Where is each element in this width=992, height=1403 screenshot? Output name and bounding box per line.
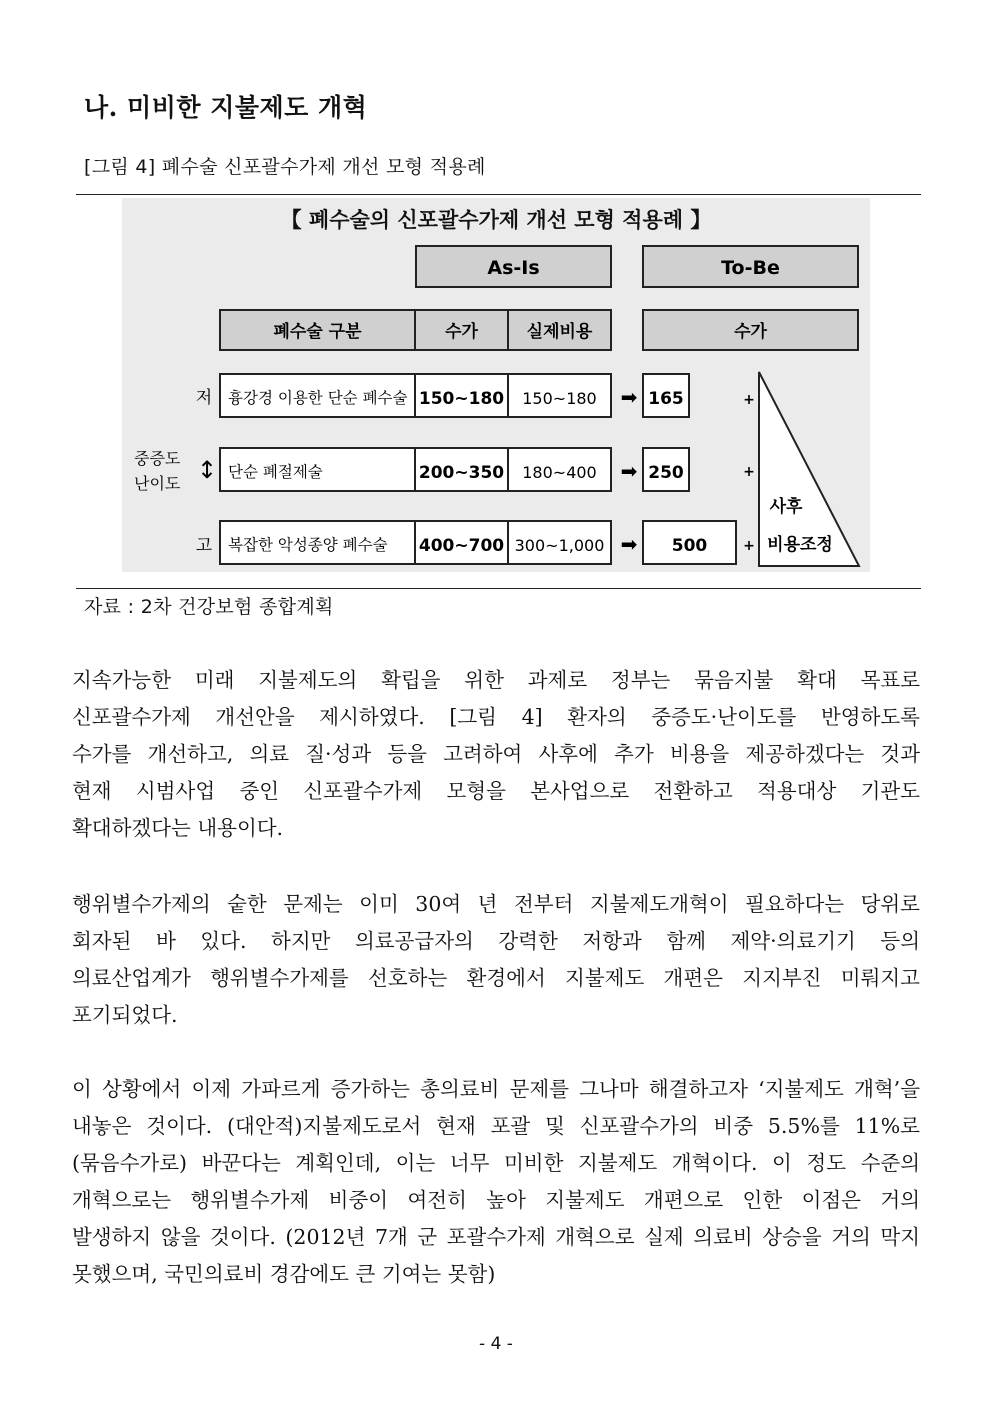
tobe-label: To-Be xyxy=(721,257,780,279)
paragraph-line: 내놓은 것이다. (대안적)지불제도로서 현재 포괄 및 신포괄수가의 비중 5.5%를 11%로 xyxy=(72,1114,920,1138)
paragraph-line: 지속가능한 미래 지불제도의 확립을 위한 과제로 정부는 묶음지불 확대 목표로 xyxy=(72,668,920,692)
paragraph-line: 수가를 개선하고, 의료 질·성과 등을 고려하여 사후에 추가 비용을 제공하겠다는 것과 xyxy=(72,742,920,766)
row-name: 단순 폐절제술 xyxy=(228,463,323,481)
paragraph-line: 신포괄수가제 개선안을 제시하였다. [그림 4] 환자의 중증도·난이도를 반영하도록 xyxy=(72,705,920,729)
table-row xyxy=(196,374,755,417)
paragraph-line: 확대하겠다는 내용이다. xyxy=(72,816,284,840)
paragraph-2 xyxy=(72,886,920,1034)
paragraph-1 xyxy=(72,662,920,847)
section-heading: 나. 미비한 지불제도 개혁 xyxy=(84,93,368,122)
source-note: 자료 : 2차 건강보험 종합계획 xyxy=(84,596,334,618)
severity-label-1: 중증도 xyxy=(134,449,181,468)
right-arrow-icon: ➡ xyxy=(620,532,638,556)
paragraph-line: 포기되었다. xyxy=(72,1003,178,1027)
severity-label-2: 난이도 xyxy=(134,474,181,493)
table-row xyxy=(220,448,755,491)
paragraph-line: 현재 시범사업 중인 신포괄수가제 모형을 본사업으로 전환하고 적용대상 기관도 xyxy=(72,779,920,803)
level-label: 고 xyxy=(195,536,213,556)
plus-sign: + xyxy=(743,464,755,480)
paragraph-line: 개혁으로는 행위별수가제 비중이 여전히 높아 지불제도 개편으로 인한 이점은 거의 xyxy=(72,1188,920,1212)
col-tobe-fee: 수가 xyxy=(734,322,767,342)
row-fee: 200~350 xyxy=(418,463,505,483)
right-arrow-icon: ➡ xyxy=(620,385,638,409)
plus-sign: + xyxy=(743,538,755,554)
row-fee: 400~700 xyxy=(418,536,505,556)
paragraph-line: 발생하지 않을 것이다. (2012년 7개 군 포괄수가제 개혁으로 실제 의료비 상승을 거의 막지 xyxy=(72,1225,920,1249)
row-cost: 150~180 xyxy=(522,389,597,408)
paragraph-line: 회자된 바 있다. 하지만 의료공급자의 강력한 저항과 함께 제약·의료기기 등의 xyxy=(72,929,920,953)
level-label: 저 xyxy=(195,388,213,408)
paragraph-line: 못했으며, 국민의료비 경감에도 큰 기여는 못함) xyxy=(72,1262,496,1286)
row-name: 복잡한 악성종양 폐수술 xyxy=(228,536,388,554)
paragraph-3 xyxy=(72,1071,920,1293)
plus-sign: + xyxy=(743,392,755,408)
row-cost: 300~1,000 xyxy=(514,536,605,555)
row-cost: 180~400 xyxy=(522,463,597,482)
figure-caption: [그림 4] 폐수술 신포괄수가제 개선 모형 적용례 xyxy=(84,156,486,178)
page-number: - 4 - xyxy=(479,1334,513,1354)
paragraph-line: 의료산업계가 행위별수가제를 선호하는 환경에서 지불제도 개편은 지지부진 미뤄지고 xyxy=(72,966,920,990)
right-arrow-icon: ➡ xyxy=(620,459,638,483)
figure-diagram xyxy=(122,198,870,572)
paragraph-line: 행위별수가제의 숱한 문제는 이미 30여 년 전부터 지불제도개혁이 필요하다는 당위로 xyxy=(72,892,920,916)
post-adjust-label-2: 비용조정 xyxy=(767,535,833,555)
row-fee: 150~180 xyxy=(418,389,505,409)
asis-label: As-Is xyxy=(487,257,540,279)
table-row xyxy=(196,521,755,564)
figure-top-rule xyxy=(76,194,921,195)
row-new-fee: 500 xyxy=(671,536,708,556)
paragraph-line: (묶음수가로) 바꾼다는 계획인데, 이는 너무 미비한 지불제도 개혁이다. 이 정도 수준의 xyxy=(72,1151,920,1175)
post-adjust-label-1: 사후 xyxy=(769,497,803,517)
row-new-fee: 165 xyxy=(648,389,684,409)
paragraph-line: 이 상황에서 이제 가파르게 증가하는 총의료비 문제를 그나마 해결하고자 ‘지불제도 개혁’을 xyxy=(72,1077,920,1101)
figure-title: 【 폐수술의 신포괄수가제 개선 모형 적용례 】 xyxy=(280,208,712,232)
figure-bottom-rule xyxy=(76,588,921,589)
row-new-fee: 250 xyxy=(648,463,684,483)
updown-arrow-icon: ↕ xyxy=(196,456,218,484)
col-category: 폐수술 구분 xyxy=(273,322,362,342)
col-fee: 수가 xyxy=(445,322,478,342)
col-cost: 실제비용 xyxy=(526,322,593,342)
row-name: 흉강경 이용한 단순 폐수술 xyxy=(228,389,408,407)
